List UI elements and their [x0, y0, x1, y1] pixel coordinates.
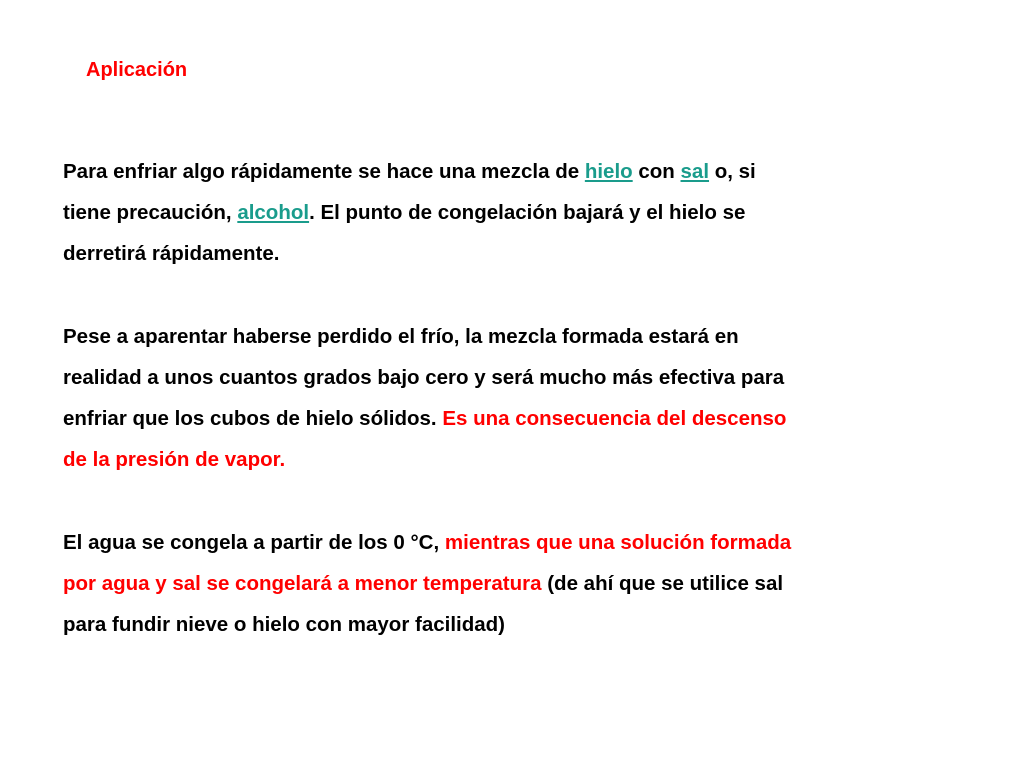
link-alcohol[interactable]: alcohol — [237, 201, 310, 224]
paragraph-line: derretirá rápidamente. — [63, 242, 280, 265]
slide-title: Aplicación — [86, 59, 188, 81]
paragraph-line: para fundir nieve o hielo con mayor facilidad) — [63, 613, 505, 636]
text-segment: tiene precaución, — [63, 201, 238, 224]
paragraph-line — [63, 522, 993, 563]
paragraph-line: realidad a unos cuantos grados bajo cero y será mucho más efectiva para — [63, 366, 785, 389]
link-sal[interactable]: sal — [680, 160, 710, 183]
highlight-text: mientras que una solución formada — [444, 531, 792, 554]
text-segment: . El punto de congelación bajará y el hielo se — [309, 201, 746, 224]
text-segment: Para enfriar algo rápidamente se hace una mezcla de — [63, 160, 585, 183]
paragraph-line — [63, 563, 993, 604]
paragraph-freezing-point — [63, 522, 993, 645]
text-segment: (de ahí que se utilice sal — [541, 572, 784, 595]
paragraph-vapor-pressure — [63, 316, 993, 480]
text-segment: o, si — [709, 160, 756, 183]
paragraph-line: Pese a aparentar haberse perdido el frío, la mezcla formada estará en — [63, 325, 739, 348]
link-hielo[interactable]: hielo — [584, 160, 633, 183]
paragraph-line — [63, 398, 993, 439]
text-segment: con — [632, 160, 681, 183]
text-segment: El agua se congela a partir de los 0 °C, — [63, 531, 445, 554]
text-segment: enfriar que los cubos de hielo sólidos. — [63, 407, 443, 430]
paragraph-line — [63, 151, 993, 192]
paragraph-ice-mixture — [63, 151, 993, 274]
highlight-text: por agua y sal se congelará a menor temperatura — [63, 572, 542, 595]
paragraph-line — [63, 192, 993, 233]
highlight-text: Es una consecuencia del descenso — [442, 407, 787, 430]
highlight-line: de la presión de vapor. — [63, 448, 286, 471]
